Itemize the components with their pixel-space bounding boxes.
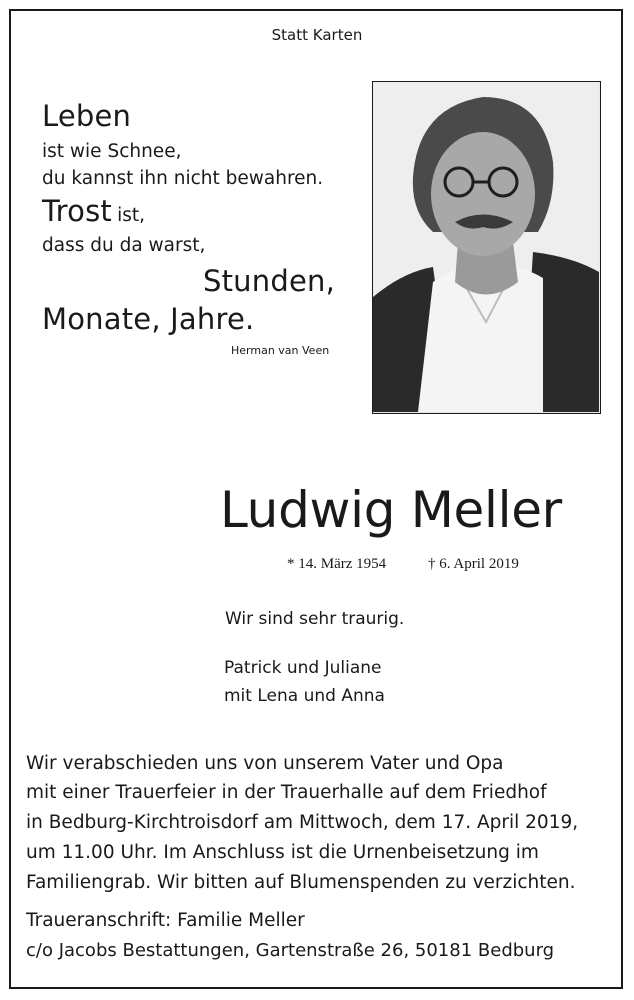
mourners-line-2: mit Lena und Anna: [224, 686, 385, 706]
poem-line-stunden: Stunden,: [203, 264, 335, 298]
poem-line-trost: [42, 194, 145, 228]
mourners-line-1: Patrick und Juliane: [224, 658, 382, 678]
announcement-line: in Bedburg-Kirchtroisdorf am Mittwoch, dem 17. April 2019,: [26, 812, 579, 833]
poem-line-3: du kannst ihn nicht bewahren.: [42, 168, 324, 189]
funeral-address-line-2: c/o Jacobs Bestattungen, Gartenstraße 26, 50181 Bedburg: [26, 940, 555, 961]
portrait-photo: [372, 81, 601, 414]
announcement-line: Familiengrab. Wir bitten auf Blumenspenden zu verzichten.: [26, 872, 576, 893]
birth-date: * 14. März 1954: [287, 556, 387, 572]
poem-word-trost: Trost: [42, 194, 112, 228]
death-date: † 6. April 2019: [428, 556, 519, 572]
funeral-address-line-1: Traueranschrift: Familie Meller: [26, 910, 305, 931]
poem-word-ist: ist,: [117, 205, 145, 226]
deceased-name: Ludwig Meller: [220, 481, 562, 539]
portrait-illustration: [373, 82, 599, 412]
mourning-statement: Wir sind sehr traurig.: [225, 609, 405, 629]
announcement-line: mit einer Trauerfeier in der Trauerhalle auf dem Friedhof: [26, 782, 547, 803]
announcement-line: um 11.00 Uhr. Im Anschluss ist die Urnenbeisetzung im: [26, 842, 539, 863]
poem-author: Herman van Veen: [231, 344, 330, 357]
poem-line-monate: Monate, Jahre.: [42, 302, 255, 336]
poem-line-2: ist wie Schnee,: [42, 141, 182, 162]
header-statt-karten: Statt Karten: [271, 26, 363, 44]
announcement-line: Wir verabschieden uns von unserem Vater und Opa: [26, 753, 504, 774]
poem-line-5: dass du da warst,: [42, 235, 206, 256]
poem-line-leben: Leben: [42, 99, 132, 133]
